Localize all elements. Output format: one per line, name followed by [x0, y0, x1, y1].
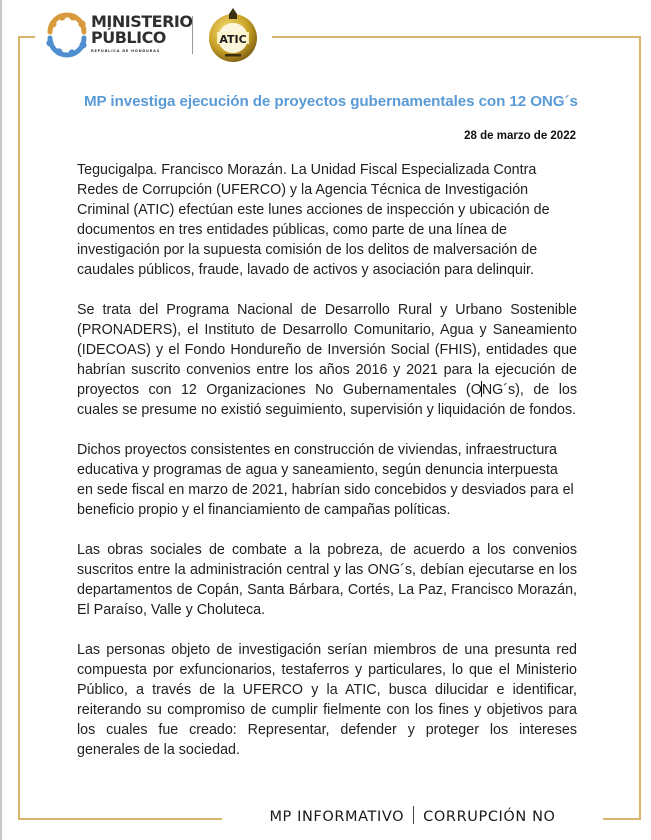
logo-line2: PÚBLICO	[91, 28, 166, 47]
atic-logo-text: ATIC	[219, 33, 247, 46]
window-left-edge	[0, 0, 2, 840]
people-circle-icon	[44, 12, 90, 58]
footer-separator	[413, 806, 414, 824]
frame-bottom-left	[18, 818, 222, 820]
footer-tagline	[222, 806, 603, 825]
frame-left	[18, 36, 20, 820]
paragraph-4: Las obras sociales de combate a la pobreza, de acuerdo a los convenios suscritos entre la administración central y las ONG´s, debían ejecutarse en los departamentos de Copán, Santa Bárbara, Cortés, La Paz, Francisco Morazán, El Paraíso, Valle y Choluteca.	[77, 542, 577, 618]
article-title: MP investiga ejecución de proyectos gubernamentales con 12 ONG´s	[84, 93, 578, 110]
footer-left: MP INFORMATIVO	[269, 809, 405, 825]
article-date: 28 de marzo de 2022	[464, 130, 576, 142]
ministerio-publico-logo	[44, 12, 193, 60]
logo-line1: MINISTERIO	[91, 12, 193, 31]
logo-divider	[192, 16, 193, 54]
article-body	[77, 160, 577, 780]
logo-subtitle: REPÚBLICA DE HONDURAS	[91, 49, 161, 53]
paragraph-2-before-caret: Se trata del Programa Nacional de Desarrollo Rural y Urbano Sostenible (PRONADERS), el Instituto de Desarrollo Comunitario, Agua y Saneamiento (IDECOAS) y el Fondo Hondureño de Inversión Social (FHIS), entidades que habrían suscrito convenios entre los años 2016 y 2021 para la ejecución de proyectos con 12 Organizaciones No Gubernamentales (O	[77, 302, 577, 398]
footer-right: CORRUPCIÓN NO	[423, 809, 556, 825]
atic-logo	[205, 8, 261, 64]
frame-bottom-right	[603, 818, 641, 820]
frame-top-left	[19, 36, 35, 38]
paragraph-5: Las personas objeto de investigación serían miembros de una presunta red compuesta por exfuncionarios, testaferros y particulares, lo que el Ministerio Público, a través de la UFERCO y la ATIC, busca dilucidar e identificar, reiterando su compromiso de cumplir fielmente con los fines y objetivos para los cuales fue creado: Representar, defender y proteger los intereses generales de la sociedad.	[77, 642, 577, 758]
frame-right	[639, 36, 641, 820]
frame-top-right	[272, 36, 641, 38]
paragraph-3: Dichos proyectos consistentes en construcción de viviendas, infraestructura educativa y programas de agua y saneamiento, según denuncia interpuesta en sede fiscal en marzo de 2021, habrían sido concebidos y desviados para el beneficio propio y el financiamiento de campañas políticas.	[77, 442, 574, 518]
paragraph-2	[77, 300, 577, 420]
paragraph-2-after-caret: NG´s), de los cuales se presume no existió seguimiento, supervisión y liquidación de fondos.	[77, 382, 577, 418]
paragraph-1: Tegucigalpa. Francisco Morazán. La Unidad Fiscal Especializada Contra Redes de Corrupción (UFERCO) y la Agencia Técnica de Investigación Criminal (ATIC) efectúan este lunes acciones de inspección y ubicación de documentos en tres entidades públicas, como parte de una línea de investigación por la supuesta comisión de los delitos de malversación de caudales públicos, fraude, lavado de activos y asociación para delinquir.	[77, 162, 550, 278]
